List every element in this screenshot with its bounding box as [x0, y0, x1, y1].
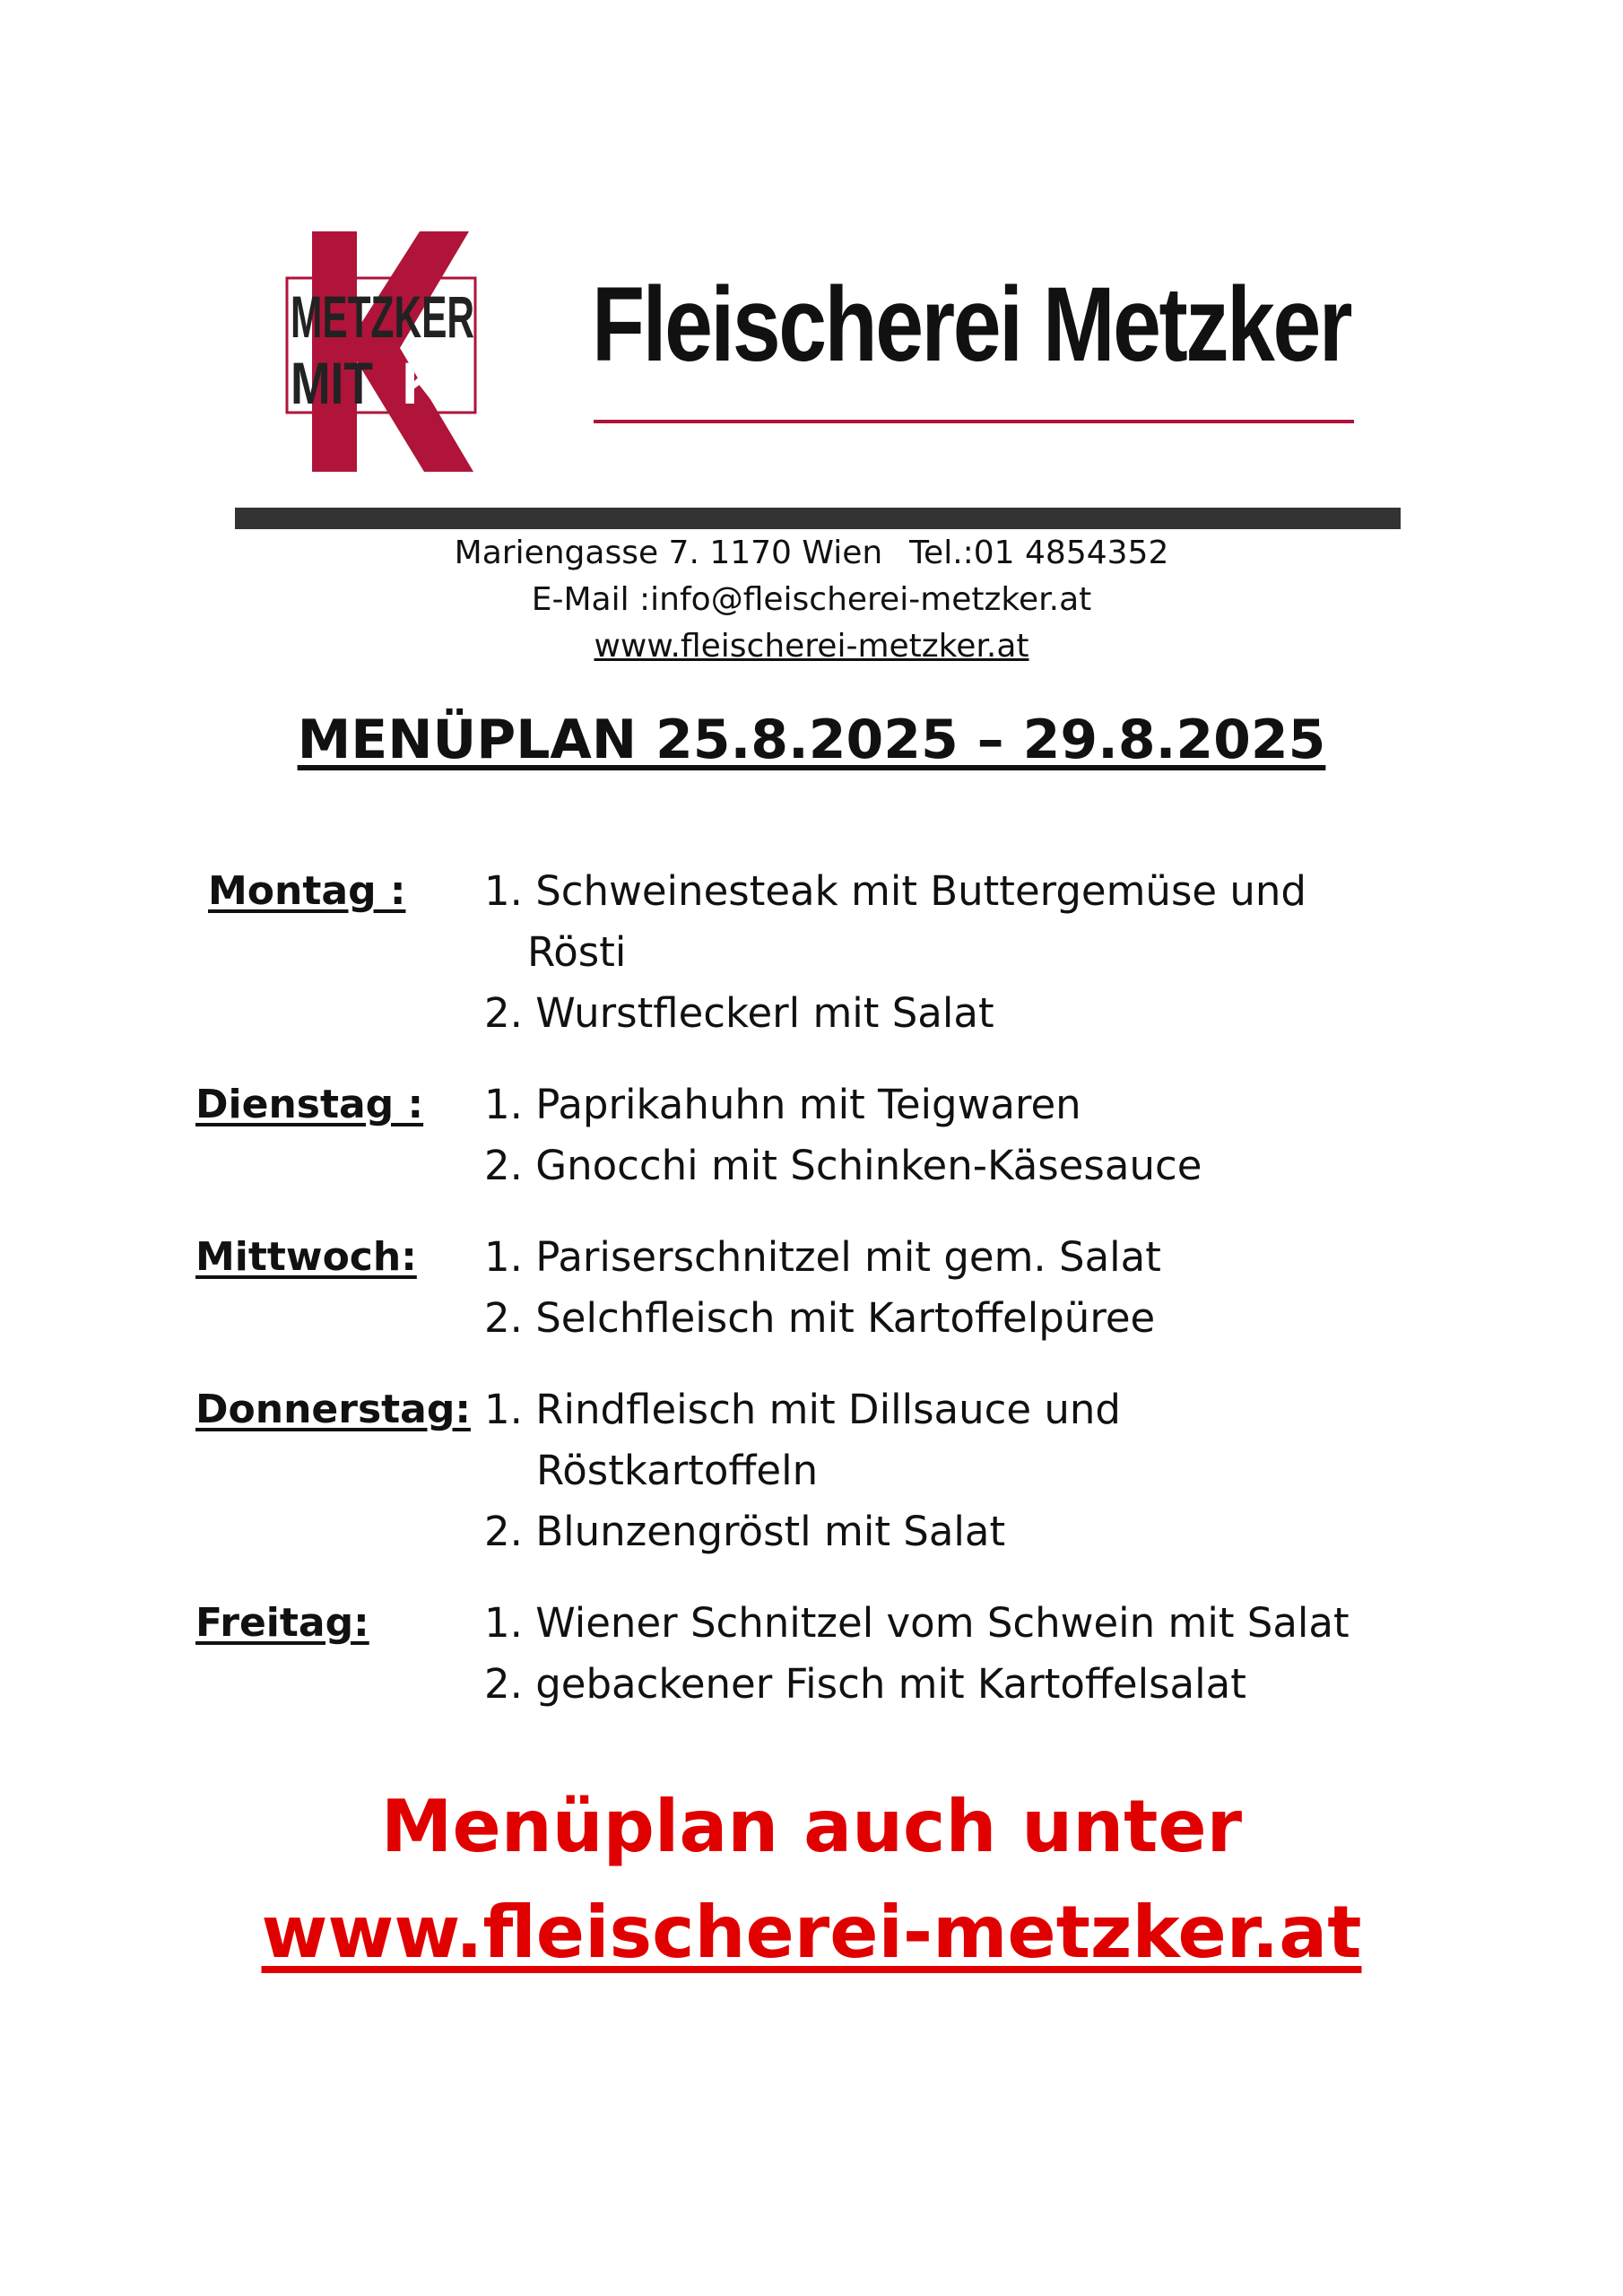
logo-letter: K: [402, 350, 445, 416]
dish-item: 2. gebackener Fisch mit Kartoffelsalat: [484, 1660, 1246, 1708]
dish-item-continued: Rösti: [527, 928, 627, 976]
metzker-logo: [285, 231, 488, 472]
brand-title: Fleischerei Metzker: [592, 265, 1351, 384]
day-label: Donnerstag:: [195, 1387, 471, 1432]
contact-email: E-Mail :info@fleischerei-metzker.at: [531, 581, 1092, 618]
header-rule: [235, 508, 1401, 529]
footer-text: Menüplan auch unter: [380, 1785, 1243, 1868]
dish-item: 1. Rindfleisch mit Dillsauce und: [484, 1386, 1121, 1433]
dish-item: 1. Schweinesteak mit Buttergemüse und: [484, 867, 1306, 915]
contact-website-link[interactable]: www.fleischerei-metzker.at: [594, 628, 1029, 665]
day-label: Mittwoch:: [195, 1234, 417, 1280]
contact-phone: Tel.:01 4854352: [909, 535, 1169, 571]
dish-item: 2. Blunzengröstl mit Salat: [484, 1508, 1006, 1555]
day-label: Freitag:: [195, 1600, 369, 1646]
brand-underline: [594, 420, 1354, 423]
dish-item: 2. Wurstfleckerl mit Salat: [484, 989, 994, 1037]
logo-line2: MIT: [291, 350, 373, 416]
day-label: Dienstag :: [195, 1082, 424, 1127]
contact-address-line: [0, 535, 1623, 571]
menu-heading: MENÜPLAN 25.8.2025 – 29.8.2025: [297, 709, 1326, 771]
contact-address: Mariengasse 7. 1170 Wien: [454, 535, 883, 571]
footer-website-link[interactable]: www.fleischerei-metzker.at: [261, 1891, 1362, 1974]
dish-item-continued: Röstkartoffeln: [536, 1447, 819, 1494]
dish-item: 2. Gnocchi mit Schinken-Käsesauce: [484, 1142, 1202, 1189]
dish-item: 1. Wiener Schnitzel vom Schwein mit Salat: [484, 1599, 1350, 1647]
dish-item: 1. Paprikahuhn mit Teigwaren: [484, 1081, 1081, 1128]
dish-item: 1. Pariserschnitzel mit gem. Salat: [484, 1233, 1161, 1281]
dish-item: 2. Selchfleisch mit Kartoffelpüree: [484, 1294, 1156, 1342]
logo-line1: METZKER: [291, 283, 474, 350]
day-label: Montag :: [208, 868, 406, 914]
